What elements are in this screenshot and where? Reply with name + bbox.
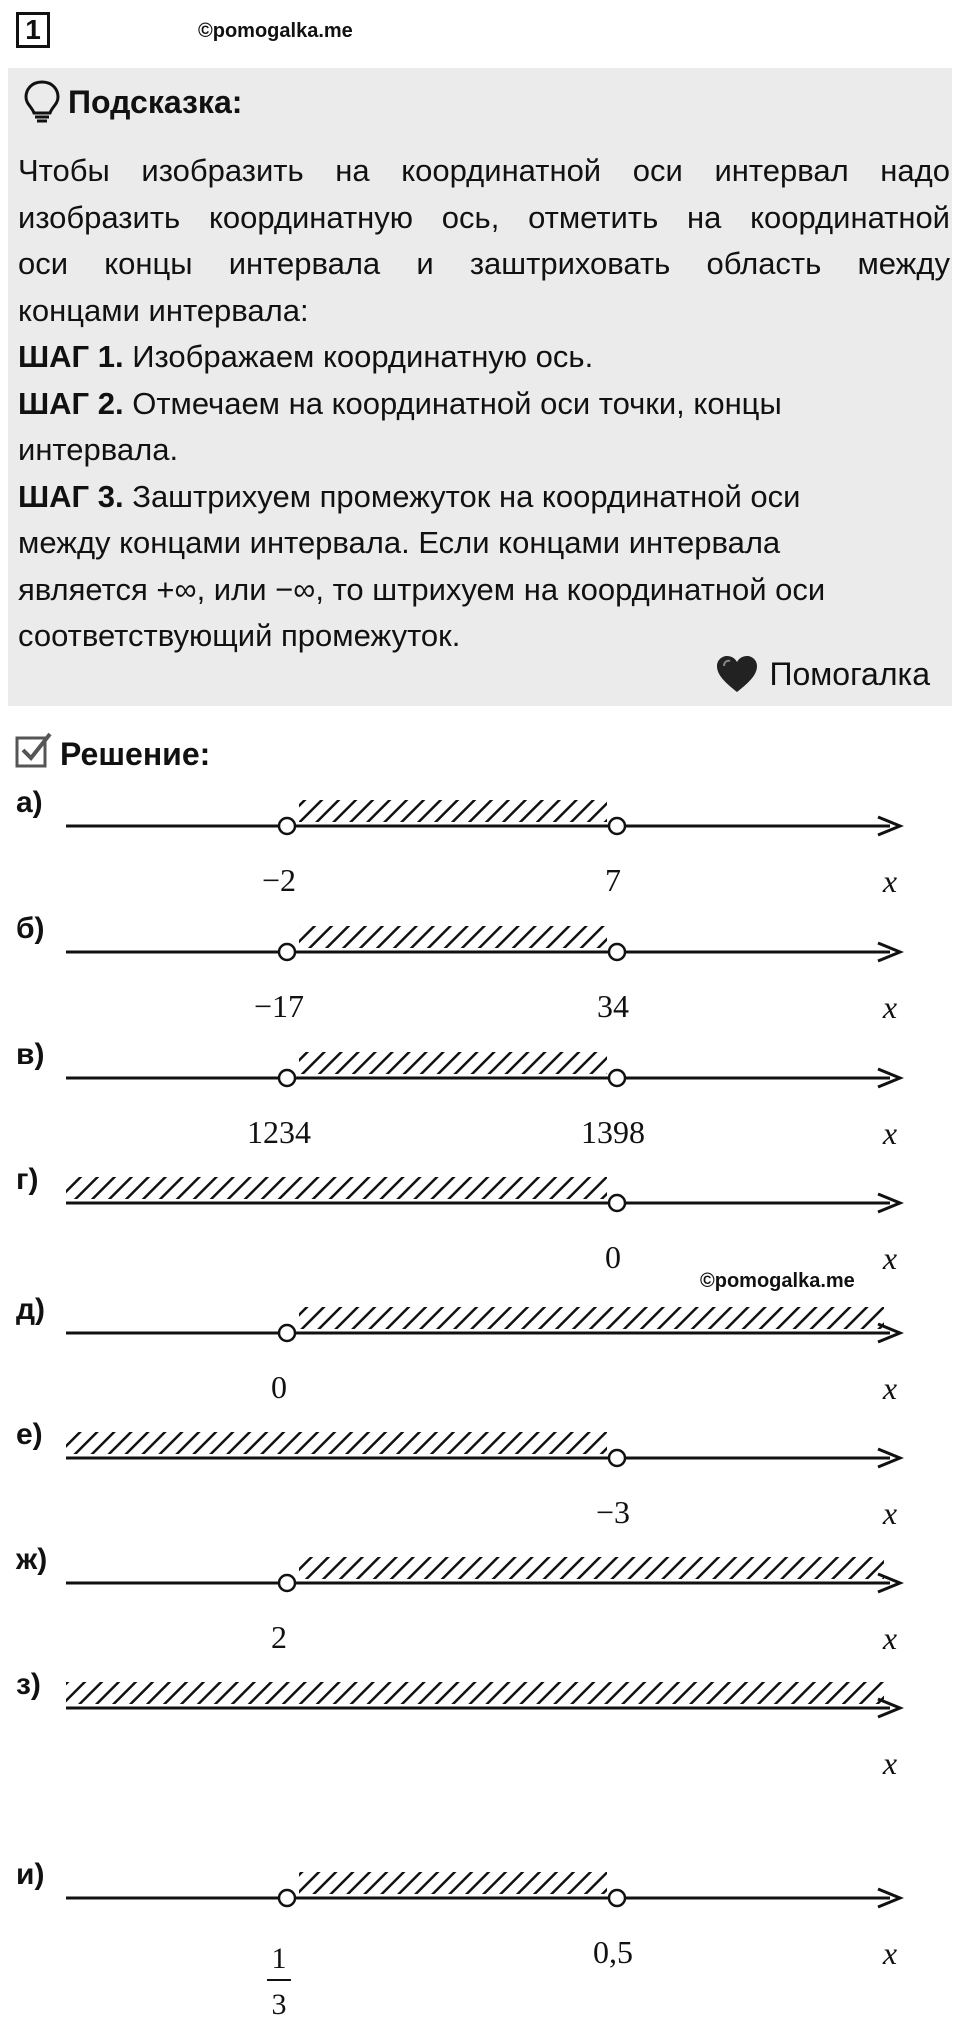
hatched-interval (299, 926, 607, 948)
axis-variable: x (882, 1935, 898, 1971)
axis-variable: x (882, 1370, 898, 1406)
axis-variable: x (882, 1745, 898, 1781)
step-text: между концами интервала. Если концами интервала (18, 525, 781, 560)
row-label: б) (16, 912, 45, 945)
step-text: Изображаем координатную ось. (132, 339, 594, 374)
open-point (279, 1325, 295, 1341)
hatched-interval (299, 1052, 607, 1074)
point-label: 0 (605, 1239, 621, 1275)
watermark-top: ©pomogalka.me (198, 20, 353, 42)
solution-title: Решение: (60, 736, 211, 772)
step-text: соответствующий промежуток. (18, 618, 461, 653)
open-point (279, 818, 295, 834)
hatched-interval (66, 1177, 607, 1199)
row-label: е) (16, 1418, 43, 1451)
step-label: ШАГ 1. (18, 339, 124, 374)
point-label: 1234 (247, 1114, 311, 1150)
hatched-interval (299, 1307, 884, 1329)
step-label: ШАГ 3. (18, 478, 124, 514)
point-label: 0 (271, 1369, 287, 1405)
hatched-interval (299, 800, 607, 822)
hatched-interval (66, 1682, 884, 1704)
open-point (609, 944, 625, 960)
step-text: интервала. (18, 432, 179, 467)
hint-title: Подсказка: (68, 84, 243, 120)
hatched-interval (299, 1557, 884, 1579)
fraction-denominator: 3 (271, 1988, 287, 2018)
row-label: ж) (16, 1543, 48, 1576)
hatched-interval (299, 1872, 607, 1894)
axis-variable: x (882, 1115, 898, 1151)
point-label: 2 (271, 1619, 287, 1655)
open-point (279, 1575, 295, 1591)
watermark-mid: ©pomogalka.me (700, 1270, 855, 1292)
hatched-interval (66, 1432, 607, 1454)
point-label: 0,5 (593, 1934, 633, 1970)
fraction-numerator: 1 (271, 1942, 287, 1975)
open-point (609, 818, 625, 834)
hint-intro-line: концами интервала: (18, 292, 309, 328)
step-text: является +∞, или −∞, то штрихуем на координатной оси (18, 571, 826, 607)
step-label: ШАГ 2. (18, 385, 124, 421)
row-label: г) (16, 1163, 39, 1196)
open-point (609, 1450, 625, 1466)
brand-name: Помогалка (769, 655, 930, 692)
axis-variable: x (882, 1620, 898, 1656)
task-number: 1 (25, 14, 41, 45)
point-label: 1398 (581, 1114, 645, 1150)
row-label: и) (16, 1858, 45, 1891)
open-point (609, 1195, 625, 1211)
step-text: Отмечаем на координатной оси точки, концы (132, 385, 782, 421)
step-text: Заштрихуем промежуток на координатной оси (132, 478, 801, 514)
hint-intro-line: Чтобы изобразить на координатной оси интервал надо (18, 153, 950, 188)
point-label: −17 (253, 988, 305, 1024)
open-point (609, 1890, 625, 1906)
point-label: 34 (597, 988, 629, 1024)
hint-intro-line: оси концы интервала и заштриховать область между (18, 246, 950, 281)
point-label: −2 (261, 862, 297, 898)
row-label: а) (16, 786, 43, 819)
point-label: −3 (595, 1494, 631, 1530)
open-point (279, 1890, 295, 1906)
axis-variable: x (882, 1495, 898, 1531)
row-label: з) (16, 1668, 41, 1701)
hint-intro-line: изобразить координатную ось, отметить на координатной (18, 199, 950, 235)
open-point (609, 1070, 625, 1086)
axis-variable: x (882, 863, 898, 899)
axis-variable: x (882, 1240, 898, 1276)
open-point (279, 1070, 295, 1086)
point-label: 7 (605, 862, 621, 898)
open-point (279, 944, 295, 960)
row-label: д) (16, 1293, 46, 1326)
axis-variable: x (882, 989, 898, 1025)
row-label: в) (16, 1038, 45, 1071)
